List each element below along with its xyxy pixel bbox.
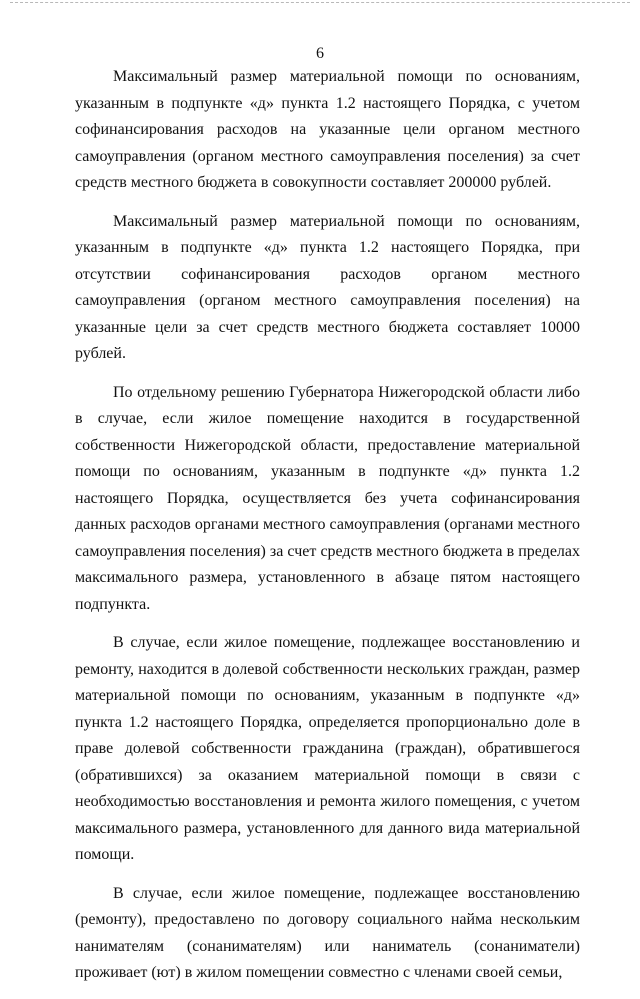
paragraph-4: В случае, если жилое помещение, подлежащее восстановлению и ремонту, находится в долевой собственности нескольких граждан, размер материальной помощи по основаниям, указанным в подпункте «д» пункта 1.2 настоящего Порядка, определяется пропорционально доле в праве долевой собственности гражданина (граждан), обратившегося (обратившихся) за оказанием материальной помощи в связи с необходимостью восстановления и ремонта жилого помещения, с учетом максимального размера, установленного для данного вида материальной помощи. bbox=[75, 634, 580, 863]
paragraph-2: Максимальный размер материальной помощи по основаниям, указанным в подпункте «д» пункта 1.2 настоящего Порядка, при отсутствии софинансирования расходов органом местного самоуправления (органом местного самоуправления поселения) на указанные цели за счет средств местного бюджета составляет 10000 рублей. bbox=[75, 212, 580, 362]
paragraph-5: В случае, если жилое помещение, подлежащее восстановлению (ремонту), предоставлено по договору социального найма нескольким нанимателям (сонанимателям) или наниматель (сонаниматели) проживает (ют) в жилом помещении совместно с членами своей семьи, bbox=[75, 884, 580, 981]
page-top-edge bbox=[10, 2, 630, 3]
paragraph-3: По отдельному решению Губернатора Нижегородской области либо в случае, если жилое помещение находится в государственной собственности Нижегородской области, предоставление материальной помощи по основаниям, указанным в подпункте «д» пункта 1.2 настоящего Порядка, осуществляется без учета софинансирования данных расходов органами местного самоуправления (органами местного самоуправления поселения) за счет средств местного бюджета в пределах максимального размера, установленного в абзаце пятом настоящего подпункта. bbox=[75, 383, 580, 613]
document-body bbox=[75, 64, 580, 999]
paragraph-1: Максимальный размер материальной помощи по основаниям, указанным в подпункте «д» пункта 1.2 настоящего Порядка, с учетом софинансирования расходов на указанные цели органом местного самоуправления (органом местного самоуправления поселения) за счет средств местного бюджета в совокупности составляет 200000 рублей. bbox=[75, 68, 580, 191]
page-number: 6 bbox=[316, 45, 324, 62]
